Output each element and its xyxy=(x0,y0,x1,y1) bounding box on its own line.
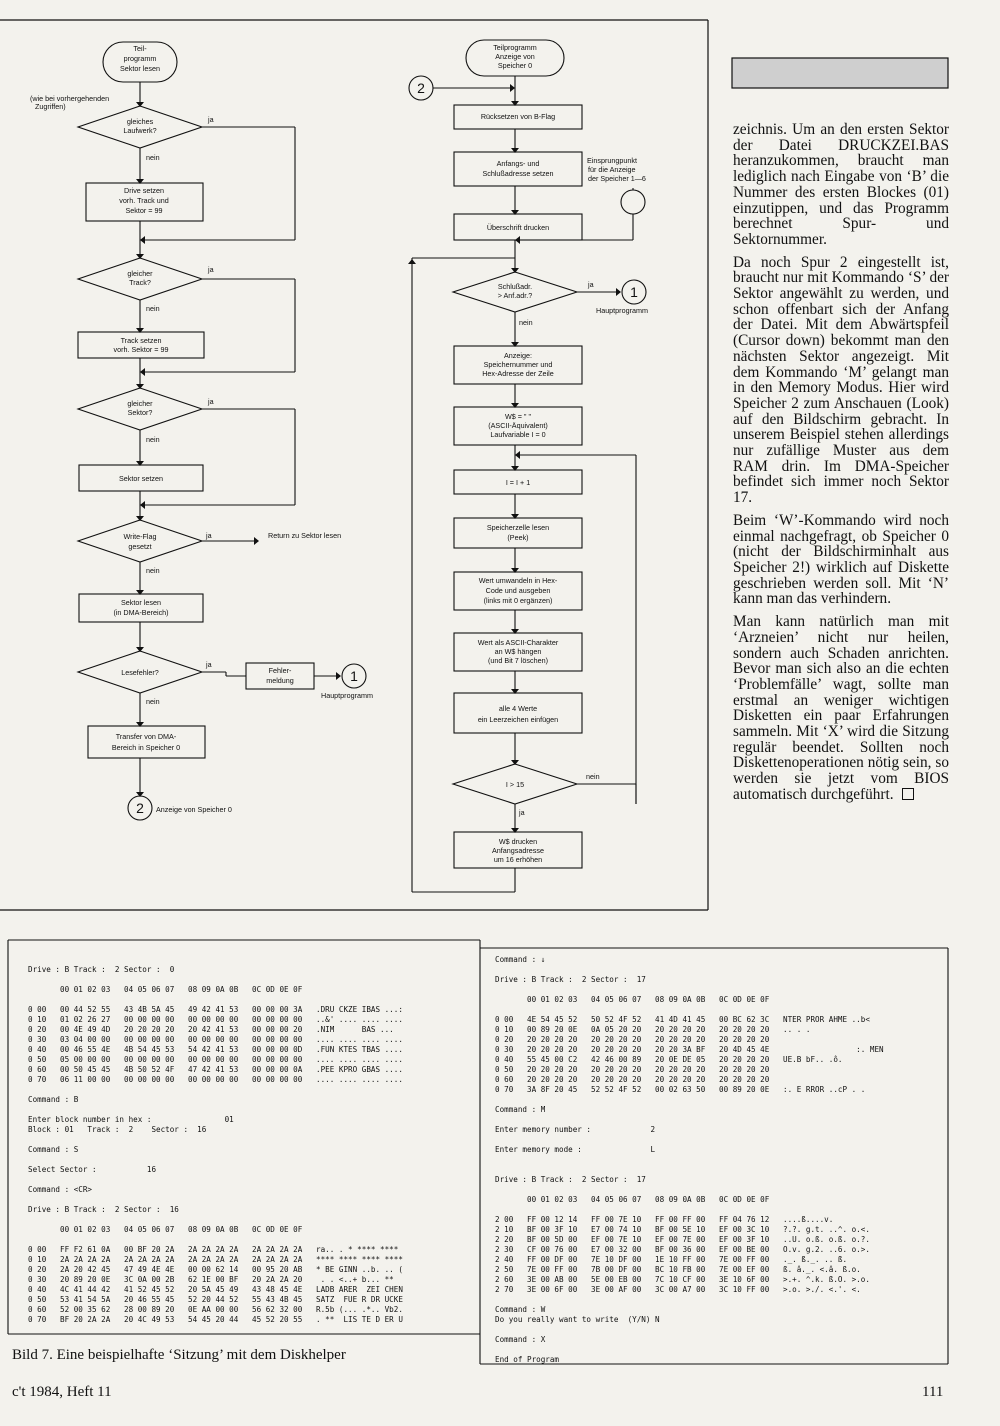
flowchart-label: Laufwerk? xyxy=(123,126,157,135)
right-flowchart-labels xyxy=(417,43,648,864)
svg-text:2: 2 xyxy=(417,80,425,96)
svg-text:Lesefehler?: Lesefehler? xyxy=(121,668,159,677)
svg-text:Anfangs- und xyxy=(497,159,540,168)
svg-text:Sektor setzen: Sektor setzen xyxy=(119,474,163,483)
flowchart-label: vorh. Track und xyxy=(119,196,169,205)
listing-line: 2 70 3E 00 6F 00 3E 00 AF 00 3C 00 A7 00 3C 10 FF 00 >.o. >./. <.'. <. xyxy=(495,1285,861,1294)
svg-text:(ASCII-Äquivalent) xyxy=(488,421,548,430)
listing-line xyxy=(495,1325,884,1335)
listing-line xyxy=(28,1215,403,1225)
flowchart-label: gleiches xyxy=(126,117,154,126)
svg-text:ja: ja xyxy=(206,660,212,669)
listing-line: Command : W xyxy=(495,1305,546,1314)
svg-text:der Speicher 1—6 xyxy=(588,174,646,183)
svg-text:ja: ja xyxy=(208,397,214,406)
listing-line xyxy=(495,1155,884,1165)
listing-line: 2 40 FF 00 DF 00 7E 10 DF 00 1E 10 FF 00 7E 00 FF 00 ._. ß._. .. ß. xyxy=(495,1255,848,1264)
svg-text:I = I + 1: I = I + 1 xyxy=(505,478,531,487)
flowchart-label: gesetzt xyxy=(128,542,152,551)
flowchart-label: Sektor? xyxy=(127,408,153,417)
listing-line: 0 70 3A 8F 20 45 52 52 4F 52 00 02 63 50 00 89 20 0E :. E RROR ..cP . . xyxy=(495,1085,866,1094)
listing-line xyxy=(495,1135,884,1145)
svg-text:Anzeige von xyxy=(495,52,535,61)
flowchart-label: Anfangsadresse xyxy=(492,846,544,855)
listing-line: End of Program xyxy=(495,1355,560,1364)
svg-text:Track setzen xyxy=(121,336,162,345)
listing-line: Drive : B Track : 2 Sector : 16 xyxy=(28,1205,179,1214)
listing-line: 00 01 02 03 04 05 06 07 08 09 0A 0B 0C 0D 0E 0F xyxy=(495,995,770,1004)
svg-text:Laufwerk? xyxy=(123,126,156,135)
flowchart-label: Teilprogramm xyxy=(493,43,537,52)
svg-text:Sektor = 99 xyxy=(126,206,163,215)
svg-text:Fehler- xyxy=(269,666,292,675)
svg-text:Anzeige: xyxy=(504,351,532,360)
listing-right xyxy=(495,955,884,1365)
flowchart-label: an W$ hängen xyxy=(494,647,542,656)
flowchart-label: Anzeige von xyxy=(495,52,535,61)
listing-line: Select Sector : 16 xyxy=(28,1165,157,1174)
footer-journal: c't 1984, Heft 11 xyxy=(12,1384,112,1400)
flowchart-label: Write-Flag xyxy=(123,532,157,541)
svg-text:ja: ja xyxy=(206,531,212,540)
listing-line xyxy=(495,1165,884,1175)
listing-line: 0 30 03 04 00 00 00 00 00 00 00 00 00 00 00 00 00 00 .... .... .... .... xyxy=(28,1035,403,1044)
listing-line xyxy=(495,1005,884,1015)
svg-text:Laufvariable I = 0 xyxy=(490,430,545,439)
listing-line: Command : M xyxy=(495,1105,546,1114)
listing-line xyxy=(28,975,403,985)
listing-line: 00 01 02 03 04 05 06 07 08 09 0A 0B 0C 0D 0E 0F xyxy=(28,1225,303,1234)
footer-page-number: 111 xyxy=(922,1384,944,1400)
flowchart-label: Laufvariable I = 0 xyxy=(490,430,546,439)
flowchart-label: Schlußadresse setzen xyxy=(482,169,554,178)
svg-text:(links mit 0 ergänzen) xyxy=(484,596,553,605)
listing-line xyxy=(28,1105,403,1115)
listing-line xyxy=(28,1155,403,1165)
flowchart-label: Bereich in Speicher 0 xyxy=(111,743,181,752)
svg-text:Rücksetzen von B-Flag: Rücksetzen von B-Flag xyxy=(480,112,556,121)
listing-line: Drive : B Track : 2 Sector : 17 xyxy=(495,1175,646,1184)
svg-text:Drive setzen xyxy=(124,186,164,195)
svg-text:programm xyxy=(124,54,157,63)
article-body xyxy=(733,122,949,810)
flowchart-label: vorh. Sektor = 99 xyxy=(113,345,169,354)
listing-line: 0 30 20 89 20 0E 3C 0A 00 2B 62 1E 00 BF 20 2A 2A 20 . . <..+ b... ** xyxy=(28,1275,394,1284)
svg-text:Anzeige von Speicher 0: Anzeige von Speicher 0 xyxy=(156,805,232,814)
listing-line xyxy=(28,1235,403,1245)
svg-text:(Peek) xyxy=(507,533,528,542)
listing-line: 0 20 2A 20 42 45 47 49 4E 4E 00 00 62 14 00 95 20 AB * BE GINN ..b. .. ( xyxy=(28,1265,403,1274)
flowchart-label: Wert umwandeln in Hex- xyxy=(478,576,558,585)
svg-text:Sektor lesen xyxy=(121,598,161,607)
flowchart-label: der Speicher 1—6 xyxy=(588,174,646,183)
svg-text:W$ = " " xyxy=(505,412,532,421)
flowchart-label: W$ drucken xyxy=(498,837,538,846)
svg-text:vorh. Track und xyxy=(119,196,169,205)
right-connector-entry xyxy=(621,190,645,214)
lf-start-line1: Teil- xyxy=(133,44,147,53)
flowchart-label: gleicher xyxy=(127,269,153,278)
flowchart-label: Sektor lesen xyxy=(120,64,160,73)
svg-text:Hex-Adresse der Zeile xyxy=(482,369,554,378)
listing-line: Drive : B Track : 2 Sector : 0 xyxy=(28,965,175,974)
svg-text:Teilprogramm xyxy=(493,43,537,52)
listing-line: 0 40 55 45 00 C2 42 46 00 89 20 0E DE 05 20 20 20 20 UE.B bF.. .ô. xyxy=(495,1055,843,1064)
listing-line: 2 50 7E 00 FF 00 7B 00 DF 00 BC 10 FB 00 7E 00 EF 00 ß. â._. <.â. ß.o. xyxy=(495,1265,861,1274)
listing-line: Enter memory number : 2 xyxy=(495,1125,656,1134)
flowchart-label: Schlußadr. xyxy=(497,282,533,291)
svg-text:um 16 erhöhen xyxy=(494,855,542,864)
flowchart-label: für die Anzeige xyxy=(588,165,636,174)
article-paragraph: Beim ‘W’-Kommando wird noch einmal nachgefragt, ob Speicher 0 (nicht der Bildschirminhalt aus Speicher 2!) wirklich auf Diskette geschrieben werden soll. Mit ‘N’ kann man das verhindern. xyxy=(733,511,949,608)
listing-line: Block : 01 Track : 2 Sector : 16 xyxy=(28,1125,207,1134)
left-flowchart xyxy=(78,42,366,820)
end-of-article-box xyxy=(902,788,914,800)
svg-text:nein: nein xyxy=(146,566,160,575)
flowchart-label: ein Leerzeichen einfügen xyxy=(477,715,559,724)
listing-line xyxy=(495,1185,884,1195)
flowchart-label: programm xyxy=(123,54,157,63)
listing-line: 2 60 3E 00 AB 00 5E 00 EB 00 7C 10 CF 00 3E 10 6F 00 >.+. ^.k. ß.O. >.o. xyxy=(495,1275,870,1284)
svg-text:ein Leerzeichen einfügen xyxy=(478,715,558,724)
svg-text:Wert als ASCII-Charakter xyxy=(478,638,559,647)
listing-line: 00 01 02 03 04 05 06 07 08 09 0A 0B 0C 0D 0E 0F xyxy=(495,1195,770,1204)
svg-text:W$ drucken xyxy=(499,837,537,846)
svg-text:gleiches xyxy=(127,117,154,126)
flowchart-label: Anfangs- und xyxy=(496,159,540,168)
listing-line: 0 10 00 89 20 0E 0A 05 20 20 20 20 20 20 20 20 20 20 .. . . xyxy=(495,1025,811,1034)
svg-text:Sektor lesen xyxy=(120,64,160,73)
listing-line: 0 40 00 46 55 4E 4B 54 45 53 54 42 41 53 00 00 00 0D .FUN KTES TBAS .... xyxy=(28,1045,403,1054)
listing-line: Command : S xyxy=(28,1145,79,1154)
svg-text:ja: ja xyxy=(208,115,214,124)
flowchart-label: (Peek) xyxy=(507,533,529,542)
listing-line: 0 20 00 4E 49 4D 20 20 20 20 20 42 41 53 00 00 00 20 .NIM BAS ... xyxy=(28,1025,394,1034)
listing-line xyxy=(495,1095,884,1105)
listing-line: 0 30 20 20 20 20 20 20 20 20 20 20 3A BF 20 4D 45 4E :. MEN xyxy=(495,1045,884,1054)
listing-line: 2 00 FF 00 12 14 FF 00 7E 10 FF 00 FF 00 FF 04 76 12 ....ß....v. xyxy=(495,1215,834,1224)
listing-line xyxy=(495,965,884,975)
flowchart-label: Transfer von DMA- xyxy=(115,732,177,741)
svg-text:Zugriffen) xyxy=(35,102,66,111)
svg-text:(und Bit 7 löschen) xyxy=(488,656,548,665)
svg-text:Track? xyxy=(129,278,151,287)
listing-line: Do you really want to write (Y/N) N xyxy=(495,1315,660,1324)
listing-line: 0 00 00 44 52 55 43 4B 5A 45 49 42 41 53 00 00 00 3A .DRU CKZE IBAS ...: xyxy=(28,1005,403,1014)
article-paragraph: Man kann natürlich man mit ‘Arzneien’ nicht nur heilen, sondern auch Schaden anrichten. Bevor man sich also an die echten ‘Problemfälle’ wagt, sollte man erstmal an weniger wichtigen Disketten ein paar Erfahrungen sammeln. Mit ‘X’ wird die Sitzung regulär beendet. Sollten noch Diskettenoperationen nötig sein, so werden sie jetzt vom BIOS automatisch durchgeführt. xyxy=(733,613,949,803)
listing-line: 0 60 20 20 20 20 20 20 20 20 20 20 20 20 20 20 20 20 xyxy=(495,1075,770,1084)
listing-line xyxy=(28,995,403,1005)
listing-line xyxy=(28,1195,403,1205)
svg-text:Write-Flag xyxy=(123,532,156,541)
listing-line: 0 20 20 20 20 20 20 20 20 20 20 20 20 20 20 20 20 20 xyxy=(495,1035,770,1044)
svg-text:gesetzt xyxy=(128,542,151,551)
flowchart-label: Speicher 0 xyxy=(497,61,533,70)
flowchart-label: gleicher xyxy=(127,399,153,408)
listing-line: 0 70 06 11 00 00 00 00 00 00 00 00 00 00 00 00 00 00 .... .... .... .... xyxy=(28,1075,403,1084)
listing-line: Drive : B Track : 2 Sector : 17 xyxy=(495,975,646,984)
svg-text:nein: nein xyxy=(586,772,600,781)
svg-text:Einsprungpunkt xyxy=(587,156,637,165)
svg-text:1: 1 xyxy=(350,668,358,684)
listing-line: 2 10 BF 00 3F 10 E7 00 74 10 BF 00 5E 10 EF 00 3C 10 ?.?. g.t. ..^. o.<. xyxy=(495,1225,870,1234)
svg-text:2: 2 xyxy=(136,800,144,816)
svg-text:Code und ausgeben xyxy=(486,586,551,595)
flowchart-label: meldung xyxy=(266,676,294,685)
listing-line: 0 40 4C 41 44 42 41 52 45 52 20 5A 45 49 43 48 45 4E LADB ARER ZEI CHEN xyxy=(28,1285,403,1294)
left-flowchart-labels xyxy=(30,44,373,816)
flowchart-label: Speichernummer und xyxy=(483,360,553,369)
svg-text:(in DMA-Bereich) xyxy=(113,608,168,617)
listing-line: Command : ↓ xyxy=(495,955,546,964)
listing-line: 0 10 01 02 26 27 00 00 00 00 00 00 00 00 00 00 00 00 ..&' .... .... .... xyxy=(28,1015,403,1024)
listing-line: 0 10 2A 2A 2A 2A 2A 2A 2A 2A 2A 2A 2A 2A 2A 2A 2A 2A **** **** **** **** xyxy=(28,1255,403,1264)
flowchart-label: (wie bei vorhergehenden xyxy=(30,94,110,103)
listing-line: Enter memory mode : L xyxy=(495,1145,656,1154)
svg-text:an W$ hängen xyxy=(495,647,542,656)
listing-line xyxy=(28,1135,403,1145)
listing-line xyxy=(495,1295,884,1305)
svg-text:Hauptprogramm: Hauptprogramm xyxy=(596,306,648,315)
left-decision-4 xyxy=(78,520,202,562)
flowchart-label: Track setzen xyxy=(120,336,162,345)
listing-line: 0 70 BF 20 2A 2A 20 4C 49 53 54 45 20 44 45 52 20 55 . ** LIS TE D ER U xyxy=(28,1315,403,1324)
flowchart-label: Code und ausgeben xyxy=(485,586,551,595)
flowchart-label: Anzeige: xyxy=(504,351,532,360)
svg-text:ja: ja xyxy=(519,808,525,817)
flowchart-label: Zugriffen) xyxy=(35,102,66,111)
svg-text:Sektor? xyxy=(128,408,153,417)
flowchart-label: W$ = " " xyxy=(504,412,532,421)
flowchart-label: Sektor = 99 xyxy=(125,206,163,215)
listing-line: 2 30 CF 00 76 00 E7 00 32 00 BF 00 36 00 EF 00 BE 00 O.v. g.2. ..6. o.>. xyxy=(495,1245,870,1254)
listing-line: Command : <CR> xyxy=(28,1185,93,1194)
svg-text:nein: nein xyxy=(146,153,160,162)
listing-line: 0 50 20 20 20 20 20 20 20 20 20 20 20 20 20 20 20 20 xyxy=(495,1065,770,1074)
svg-text:Return zu Sektor lesen: Return zu Sektor lesen xyxy=(268,531,342,540)
svg-text:Bereich in Speicher 0 xyxy=(112,743,180,752)
article-paragraph: zeichnis. Um an den ersten Sektor der Datei DRUCKZEI.BAS heranzukommen, braucht man lediglich nach Eingabe von ‘B’ die Nummer des ersten Blockes (01) einzutippen, und das Programm berechnet Spur- und Sektornummer. xyxy=(733,121,949,248)
flowchart-label: (in DMA-Bereich) xyxy=(113,608,169,617)
flowchart-label: Einsprungpunkt xyxy=(587,156,637,165)
listing-line xyxy=(495,985,884,995)
svg-text:1: 1 xyxy=(630,284,638,300)
flowchart-label: um 16 erhöhen xyxy=(493,855,543,864)
flowchart-label: (und Bit 7 löschen) xyxy=(488,656,548,665)
flowchart-label: Speicherzelle lesen xyxy=(486,523,550,532)
flowchart-label: Drive setzen xyxy=(124,186,164,195)
listing-line: Command : B xyxy=(28,1095,79,1104)
listing-line: 0 50 05 00 00 00 00 00 00 00 00 00 00 00 00 00 00 00 .... .... .... .... xyxy=(28,1055,403,1064)
svg-text:vorh. Sektor = 99 xyxy=(114,345,169,354)
svg-text:Wert umwandeln in Hex- xyxy=(479,576,558,585)
svg-text:nein: nein xyxy=(146,304,160,313)
svg-text:alle 4 Werte xyxy=(499,704,537,713)
listing-line xyxy=(495,1345,884,1355)
svg-text:meldung xyxy=(266,676,294,685)
listing-line xyxy=(28,1085,403,1095)
svg-text:Anfangsadresse xyxy=(492,846,544,855)
svg-text:Schlußadresse setzen xyxy=(482,169,553,178)
listing-line: Enter block number in hex : 01 xyxy=(28,1115,234,1124)
svg-text:Schlußadr. xyxy=(498,282,532,291)
svg-text:Transfer von DMA- xyxy=(116,732,177,741)
flowchart-label: Sektor lesen xyxy=(121,598,161,607)
svg-text:gleicher xyxy=(127,399,153,408)
listing-line: 0 60 52 00 35 62 28 00 89 20 0E AA 00 00 56 62 32 00 R.5b (... .*.. Vb2. xyxy=(28,1305,403,1314)
figure-caption: Bild 7. Eine beispielhafte ‘Sitzung’ mit dem Diskhelper xyxy=(12,1347,346,1363)
svg-text:Speicherzelle lesen xyxy=(487,523,549,532)
article-paragraph: Da noch Spur 2 eingestellt ist, braucht nur mit Kommando ‘S’ der Sektor angewählt zu werden, und schon offenbart sich der Anfang der Datei. Mit dem Abwärtspfeil (Cursor down) bekommt man den nächsten Sektor angezeigt. Mit dem Kommando ‘M’ gelangt man in den Memory Modus. Hier wird Speicher 2 zum Anschauen (Look) auf den Bildschirm gebracht. In unserem Beispiel stehen allerdings nur zufällige Muster aus dem RAM drin. Im DMA-Speicher befindet sich immer noch Sektor 17. xyxy=(733,253,949,507)
flowchart-label: (links mit 0 ergänzen) xyxy=(483,596,553,605)
listing-line: 0 50 53 41 54 5A 20 46 55 45 52 20 44 52 55 43 4B 45 SATZ FUE R DR UCKE xyxy=(28,1295,403,1304)
svg-text:ja: ja xyxy=(588,280,594,289)
listing-line xyxy=(495,1205,884,1215)
svg-text:nein: nein xyxy=(146,435,160,444)
svg-text:Überschrift drucken: Überschrift drucken xyxy=(486,223,550,232)
flowchart-label: Fehler- xyxy=(268,666,292,675)
flowchart-label: Track? xyxy=(129,278,151,287)
svg-text:I > 15: I > 15 xyxy=(505,780,525,789)
svg-text:ja: ja xyxy=(208,265,214,274)
flowchart-label: (ASCII-Äquivalent) xyxy=(488,421,548,430)
right-process-space xyxy=(454,693,582,733)
svg-text:gleicher xyxy=(127,269,153,278)
listing-line: Command : X xyxy=(495,1335,546,1344)
svg-text:Speichernummer und xyxy=(484,360,553,369)
listing-line xyxy=(28,1175,403,1185)
listing-line: 0 00 4E 54 45 52 50 52 4F 52 41 4D 41 45 00 BC 62 3C NTER PROR AHME ..b< xyxy=(495,1015,870,1024)
svg-text:> Anf.adr.? xyxy=(498,291,533,300)
svg-text:Hauptprogramm: Hauptprogramm xyxy=(321,691,373,700)
left-process-transfer xyxy=(88,726,205,758)
flowchart-label: Wert als ASCII-Charakter xyxy=(477,638,559,647)
svg-text:Teil- xyxy=(133,44,147,53)
flowchart-label: > Anf.adr.? xyxy=(497,291,533,300)
listing-line: 00 01 02 03 04 05 06 07 08 09 0A 0B 0C 0D 0E 0F xyxy=(28,985,303,994)
listing-line: 0 60 00 50 45 45 4B 50 52 4F 47 42 41 53 00 00 00 0A .PEE KPRO GBAS .... xyxy=(28,1065,403,1074)
listing-line: 2 20 BF 00 5D 00 EF 00 7E 10 EF 00 7E 00 EF 00 3F 10 ..U. o.ß. o.ß. o.?. xyxy=(495,1235,870,1244)
listing-left xyxy=(28,965,403,1325)
listing-line xyxy=(495,1115,884,1125)
svg-text:Speicher 0 xyxy=(498,61,532,70)
flowchart-label: alle 4 Werte xyxy=(498,704,538,713)
listing-line: 0 00 FF F2 61 0A 00 BF 20 2A 2A 2A 2A 2A 2A 2A 2A 2A ra.. . * **** **** xyxy=(28,1245,399,1254)
flowchart-label: Hex-Adresse der Zeile xyxy=(482,369,554,378)
svg-text:nein: nein xyxy=(519,318,533,327)
svg-text:für die Anzeige xyxy=(588,165,636,174)
svg-text:nein: nein xyxy=(146,697,160,706)
